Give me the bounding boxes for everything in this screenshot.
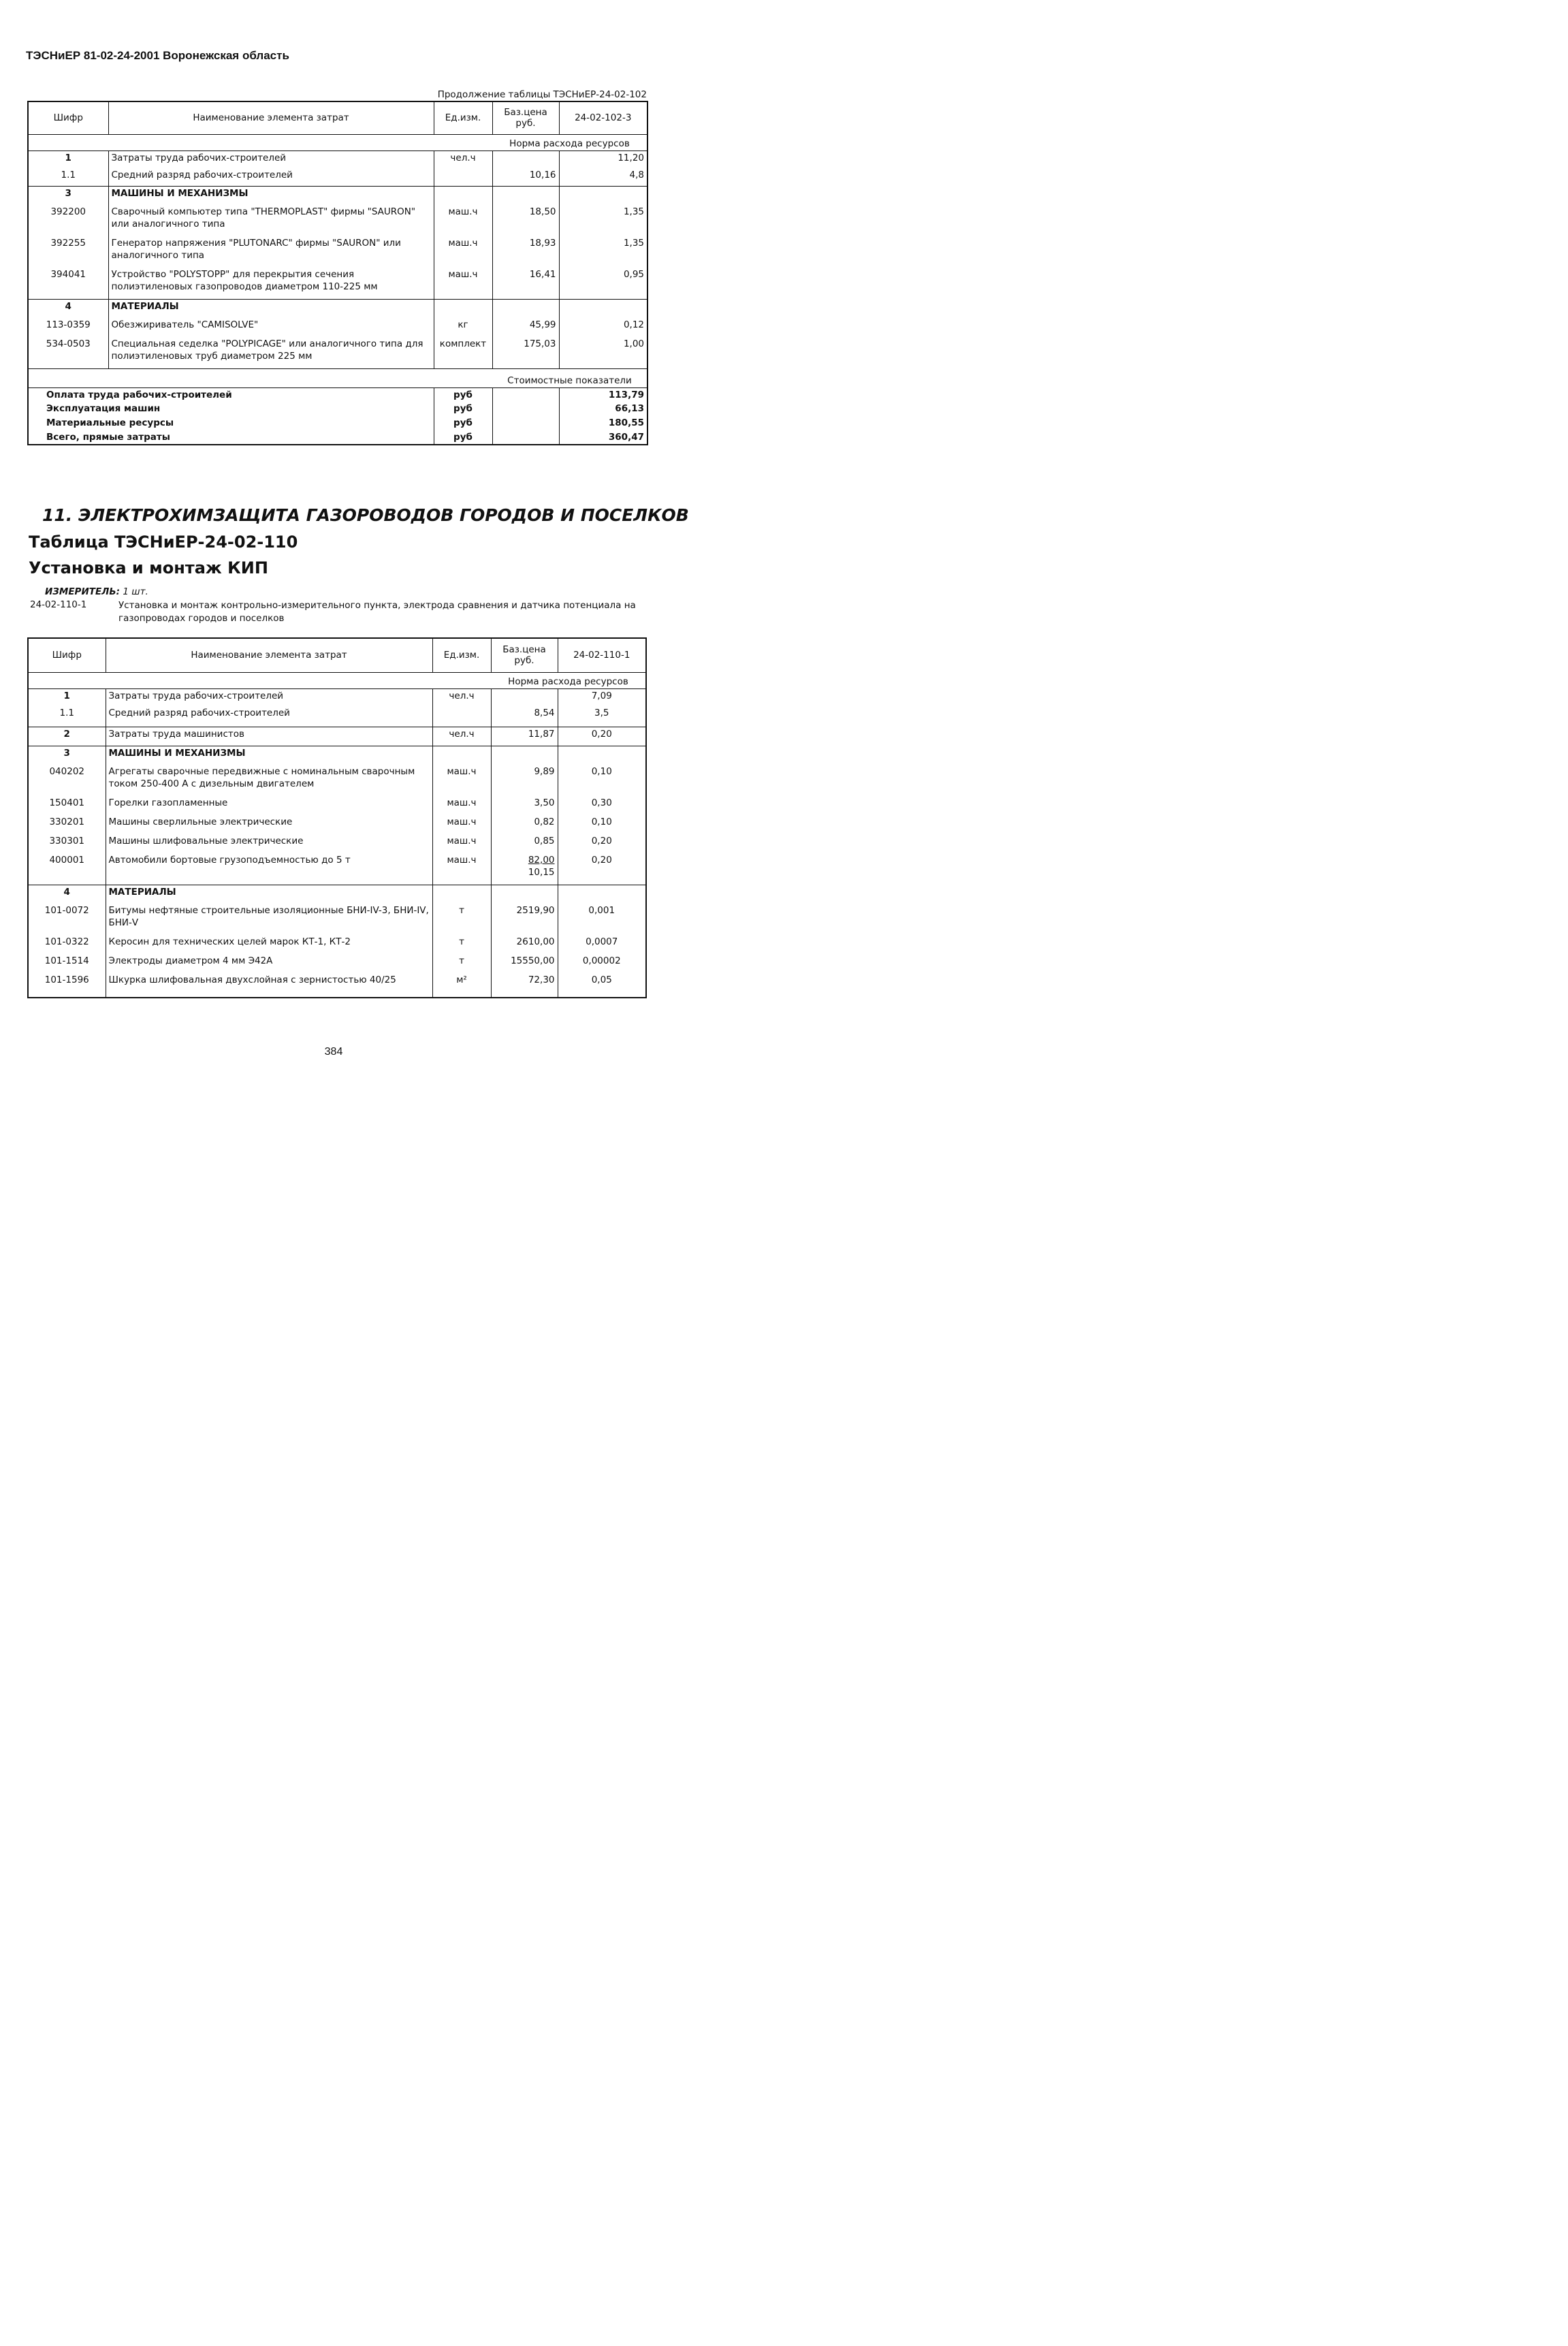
table-row: 392255 Генератор напряжения "PLUTONARC" фирмы "SAURON" или аналогичного типа маш.ч 18,93 1,35 — [28, 236, 647, 268]
item-description: Установка и монтаж контрольно-измерительного пункта, электрода сравнения и датчика потенциала на газопроводах городов и поселков — [118, 600, 636, 624]
table-row: 330201 Машины сверлильные электрические маш.ч 0,82 0,10 — [28, 815, 646, 834]
total-row: Материальные ресурсы руб 180,55 — [28, 416, 647, 430]
table-row: 040202 Агрегаты сварочные передвижные с номинальным сварочным током 250-400 А с дизельным двигателем маш.ч 9,89 0,10 — [28, 765, 646, 796]
table-row: 400001 Автомобили бортовые грузоподъемностью до 5 т маш.ч 82,00 10,15 0,20 — [28, 853, 646, 885]
resource-table-2 — [27, 637, 647, 998]
table-row: 1.1 Средний разряд рабочих-строителей 10,16 4,8 — [28, 168, 647, 186]
header-unit: Ед.изм. — [432, 638, 491, 672]
header-price: Баз.цена руб. — [491, 638, 558, 672]
table-row: 101-0072 Битумы нефтяные строительные изоляционные БНИ-IV-3, БНИ-IV, БНИ-V т 2519,90 0,001 — [28, 904, 646, 935]
table-row: 101-1596 Шкурка шлифовальная двухслойная с зернистостью 40/25 м² 72,30 0,05 — [28, 973, 646, 998]
table-row: 101-0322 Керосин для технических целей марок КТ-1, КТ-2 т 2610,00 0,0007 — [28, 935, 646, 954]
table-row: 534-0503 Специальная седелка "POLYPICAGE" или аналогичного типа для полиэтиленовых труб диаметром 225 мм комплект 175,03 1,00 — [28, 337, 647, 368]
table-row: 394041 Устройство "POLYSTOPP" для перекрытия сечения полиэтиленовых газопроводов диаметром 110-225 мм маш.ч 16,41 0,95 — [28, 268, 647, 299]
measurer-label: ИЗМЕРИТЕЛЬ: — [45, 586, 121, 597]
item-code: 24-02-110-1 — [30, 599, 87, 610]
document-title: ТЭСНиЕР 81-02-24-2001 Воронежская область — [26, 49, 289, 62]
table-row: 1 Затраты труда рабочих-строителей чел.ч 7,09 — [28, 688, 646, 706]
total-row: Эксплуатация машин руб 66,13 — [28, 402, 647, 416]
cost-label: Стоимостные показатели — [492, 368, 647, 387]
header-norm-code: 24-02-110-1 — [558, 638, 646, 672]
table-row: 330301 Машины шлифовальные электрические маш.ч 0,85 0,20 — [28, 834, 646, 853]
table-row: 2 Затраты труда машинистов чел.ч 11,87 0,20 — [28, 727, 646, 746]
table-row: 1.1 Средний разряд рабочих-строителей 8,54 3,5 — [28, 706, 646, 727]
norm-label: Норма расхода ресурсов — [492, 134, 647, 150]
continuation-title: Продолжение таблицы ТЭСНиЕР-24-02-102 — [437, 89, 647, 100]
table-row: 4 МАТЕРИАЛЫ — [28, 885, 646, 904]
table-row: 3 МАШИНЫ И МЕХАНИЗМЫ — [28, 746, 646, 765]
header-code: Шифр — [28, 101, 108, 134]
header-name: Наименование элемента затрат — [106, 638, 432, 672]
resource-table-1 — [27, 101, 648, 445]
table-row: 3 МАШИНЫ И МЕХАНИЗМЫ — [28, 186, 647, 205]
table-row: 392200 Сварочный компьютер типа "THERMOPLAST" фирмы "SAURON" или аналогичного типа маш.ч 18,50 1,35 — [28, 205, 647, 236]
table-row: 113-0359 Обезжириватель "CAMISOLVE" кг 45,99 0,12 — [28, 318, 647, 337]
total-row: Всего, прямые затраты руб 360,47 — [28, 430, 647, 445]
header-name: Наименование элемента затрат — [108, 101, 434, 134]
norm-label: Норма расхода ресурсов — [491, 672, 646, 688]
header-norm-code: 24-02-102-3 — [559, 101, 647, 134]
table-row: 101-1514 Электроды диаметром 4 мм Э42А т 15550,00 0,00002 — [28, 954, 646, 973]
page-number: 384 — [324, 1046, 343, 1058]
table-heading: Таблица ТЭСНиЕР-24-02-110 — [29, 533, 298, 552]
measurer-value: 1 шт. — [123, 586, 148, 597]
header-code: Шифр — [28, 638, 106, 672]
table-row: 150401 Горелки газопламенные маш.ч 3,50 0,30 — [28, 796, 646, 815]
total-row: Оплата труда рабочих-строителей руб 113,79 — [28, 387, 647, 402]
header-unit: Ед.изм. — [434, 101, 492, 134]
table-subheading: Установка и монтаж КИП — [29, 558, 268, 577]
section-heading: 11. ЭЛЕКТРОХИМЗАЩИТА ГАЗОРОВОДОВ ГОРОДОВ И ПОСЕЛКОВ — [42, 505, 689, 525]
measurer — [45, 586, 148, 597]
table-row: 1 Затраты труда рабочих-строителей чел.ч 11,20 — [28, 150, 647, 168]
table-row: 4 МАТЕРИАЛЫ — [28, 299, 647, 318]
header-price: Баз.цена руб. — [492, 101, 559, 134]
